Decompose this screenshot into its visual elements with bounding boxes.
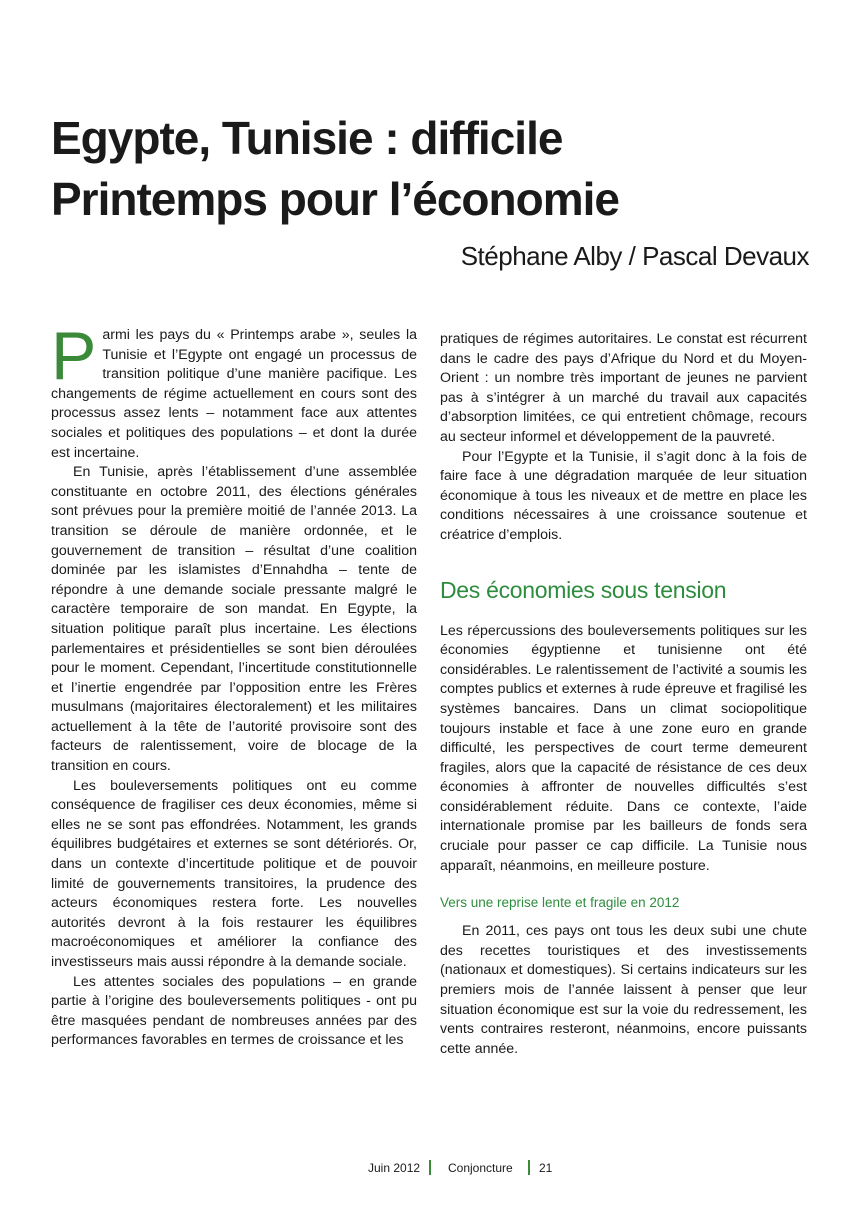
left-column bbox=[51, 318, 417, 1051]
right-column bbox=[440, 330, 807, 1059]
intro-paragraph bbox=[51, 318, 417, 463]
footer-publication: Conjoncture bbox=[448, 1161, 513, 1175]
intro-text: armi les pays du « Printemps arabe », seules la Tunisie et l’Egypte ont engagé un processus de transition politique d’une manière pacifique. Les changements de régime actuellement en cours sont des processus assez lents – notamment face aux attentes sociales et politiques des populations – et dont la durée est incertaine. bbox=[51, 327, 417, 461]
article-authors: Stéphane Alby / Pascal Devaux bbox=[460, 241, 809, 271]
paragraph-attentes: Les attentes sociales des populations – en grande partie à l’origine des bouleversements politiques - ont pu être masquées pendant de nombreuses années par des performances favorables en termes de croissance et les bbox=[51, 973, 417, 1049]
footer-date: Juin 2012 bbox=[368, 1161, 421, 1175]
paragraph-egypte-tunisie: Pour l’Egypte et la Tunisie, il s’agit donc à la fois de faire face à une dégradation marquée de leur situation économique à tous les niveaux et de mettre en place les conditions nécessaires à une croissance soutenue et créatrice d’emplois. bbox=[440, 448, 807, 543]
subsection-heading: Vers une reprise lente et fragile en 2012 bbox=[440, 895, 680, 911]
paragraph-2011: En 2011, ces pays ont tous les deux subi une chute des recettes touristiques et des investissements (nationaux et domestiques). Si certains indicateurs sur les premiers mois de l’année laissent à penser que leur situation économique est sur la voie du redressement, les vents contraires resteront, néanmoins, encore puissants cette année. bbox=[440, 923, 807, 1057]
paragraph-bouleversements: Les bouleversements politiques ont eu comme conséquence de fragiliser ces deux économies, même si elles ne se sont pas effondrées. Notamment, les grands équilibres budgétaires et externes se sont détériorés. Or, dans un contexte d’incertitude politique et de pouvoir limité de gouvernements transitoires, la prudence des acteurs économiques restera forte. Les nouvelles autorités devront à la fois restaurer les équilibres macroéconomiques et améliorer la confiance des investisseurs mais aussi répondre à la demande sociale. bbox=[51, 777, 417, 970]
page-number: 21 bbox=[539, 1161, 553, 1175]
drop-cap: P bbox=[51, 318, 97, 394]
footer-divider bbox=[429, 1160, 431, 1175]
footer-divider bbox=[528, 1160, 530, 1175]
title-line-1: Egypte, Tunisie : difficile bbox=[51, 112, 563, 164]
title-line-2: Printemps pour l’économie bbox=[51, 173, 619, 225]
paragraph-tunisie: En Tunisie, après l’établissement d’une assemblée constituante en octobre 2011, des élections générales sont prévues pour la première moitié de l’année 2013. La transition se déroule de manière ordonnée, et le gouvernement de transition – résultat d’une coalition dominée par les islamistes d’Ennahdha – tente de répondre à une demande sociale pressante malgré le caractère temporaire de son mandat. En Egypte, la situation politique paraît plus incertaine. Les élections parlementaires et présidentielles se sont bien déroulées pour le moment. Cependant, l’incertitude constitutionnelle et l’inertie engendrée par l’opposition entre les Frères musulmans (majoritaires électoralement) et les militaires actuellement à la tête de l’autorité provisoire sont des facteurs de ralentissement, voire de blocage de la transition en cours. bbox=[51, 464, 417, 775]
paragraph-pratiques: pratiques de régimes autoritaires. Le constat est récurrent dans le cadre des pays d’Afrique du Nord et du Moyen-Orient : un nombre très important de jeunes ne parvient pas à s’intégrer à un marché du travail aux capacités d’absorption limitées, ce qui entretient chômage, recours au secteur informel et développement de la pauvreté. bbox=[440, 331, 807, 445]
article-title bbox=[51, 108, 811, 230]
section-heading: Des économies sous tension bbox=[440, 576, 727, 603]
paragraph-repercussions: Les répercussions des bouleversements politiques sur les économies égyptienne et tunisienne ont été considérables. Le ralentissement de l’activité a soumis les comptes publics et externes à rude épreuve et fragilisé les systèmes bancaires. Dans un climat sociopolitique toujours instable et face à une zone euro en grande difficulté, les perspectives de court terme demeurent fragiles, alors que la capacité de résistance de ces deux économies à affronter de nouvelles difficultés s’est considérablement réduite. Dans ce contexte, l’aide internationale promise par les bailleurs de fonds sera cruciale pour passer ce cap difficile. La Tunisie nous apparaît, néanmoins, en meilleure posture. bbox=[440, 622, 807, 874]
